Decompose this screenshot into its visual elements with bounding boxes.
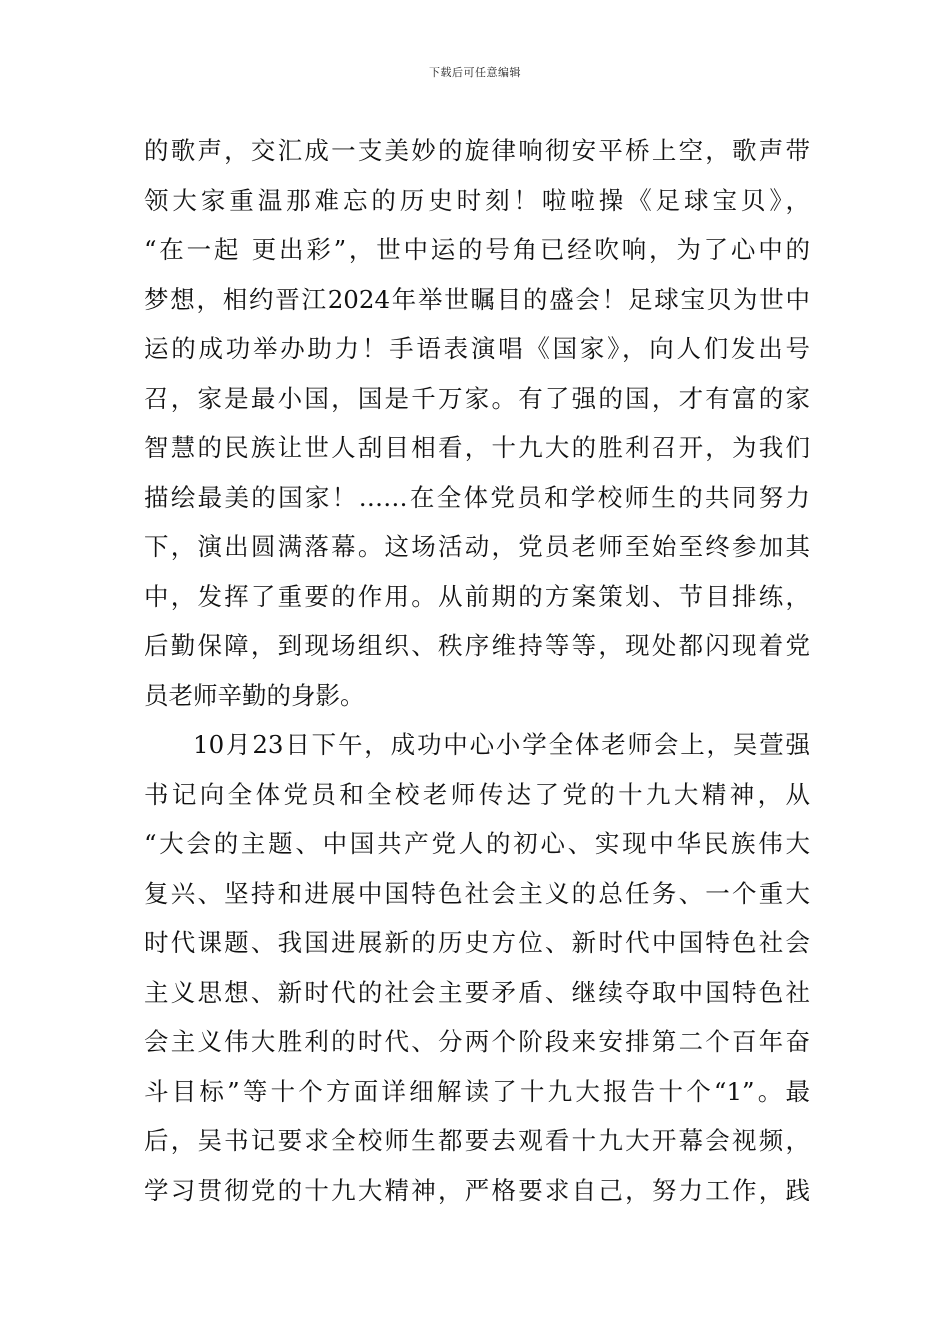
text-line: “在一起 更出彩”，世中运的号角已经吹响，为了心中的 (144, 235, 810, 264)
page-header: 下载后可任意编辑 (429, 66, 521, 79)
text-line: 复兴、坚持和进展中国特色社会主义的总任务、一个重大 (144, 878, 810, 908)
paragraph (144, 720, 810, 1215)
text-line: 领大家重温那难忘的历史时刻！啦啦操《足球宝贝》， (144, 185, 810, 215)
text-line: 运的成功举办助力！手语表演唱《国家》，向人们发出号 (144, 334, 810, 363)
text-line: “大会的主题、中国共产党人的初心、实现中华民族伟大 (144, 829, 810, 858)
text-line: 智慧的民族让世人刮目相看，十九大的胜利召开，为我们 (144, 433, 810, 462)
paragraph (144, 126, 810, 720)
text-line: 时代课题、我国进展新的历史方位、新时代中国特色社会 (144, 928, 810, 957)
document-body (144, 126, 810, 1215)
text-line: 中，发挥了重要的作用。从前期的方案策划、节目排练， (144, 581, 810, 611)
text-line: 斗目标”等十个方面详细解读了十九大报告十个“1”。最 (144, 1076, 810, 1106)
text-line: 梦想，相约晋江2024年举世瞩目的盛会！足球宝贝为世中 (144, 284, 810, 314)
text-line: 后，吴书记要求全校师生都要去观看十九大开幕会视频， (144, 1126, 810, 1155)
text-line: 主义思想、新时代的社会主要矛盾、继续夺取中国特色社 (144, 977, 810, 1007)
text-line: 下，演出圆满落幕。这场活动，党员老师至始至终参加其 (144, 532, 810, 561)
text-line: 会主义伟大胜利的时代、分两个阶段来安排第二个百年奋 (144, 1027, 810, 1056)
text-line: 学习贯彻党的十九大精神，严格要求自己，努力工作，践 (144, 1175, 810, 1205)
text-line: 后勤保障，到现场组织、秩序维持等等，现处都闪现着党 (144, 631, 810, 660)
text-line: 描绘最美的国家！……在全体党员和学校师生的共同努力 (144, 482, 810, 512)
text-line: 的歌声，交汇成一支美妙的旋律响彻安平桥上空，歌声带 (144, 136, 810, 165)
text-line: 10月23日下午，成功中心小学全体老师会上，吴萱强 (193, 730, 810, 759)
text-line: 员老师辛勤的身影。 (144, 680, 365, 710)
text-line: 书记向全体党员和全校老师传达了党的十九大精神，从 (144, 779, 810, 809)
text-line: 召，家是最小国，国是千万家。有了强的国，才有富的家 (144, 383, 810, 413)
